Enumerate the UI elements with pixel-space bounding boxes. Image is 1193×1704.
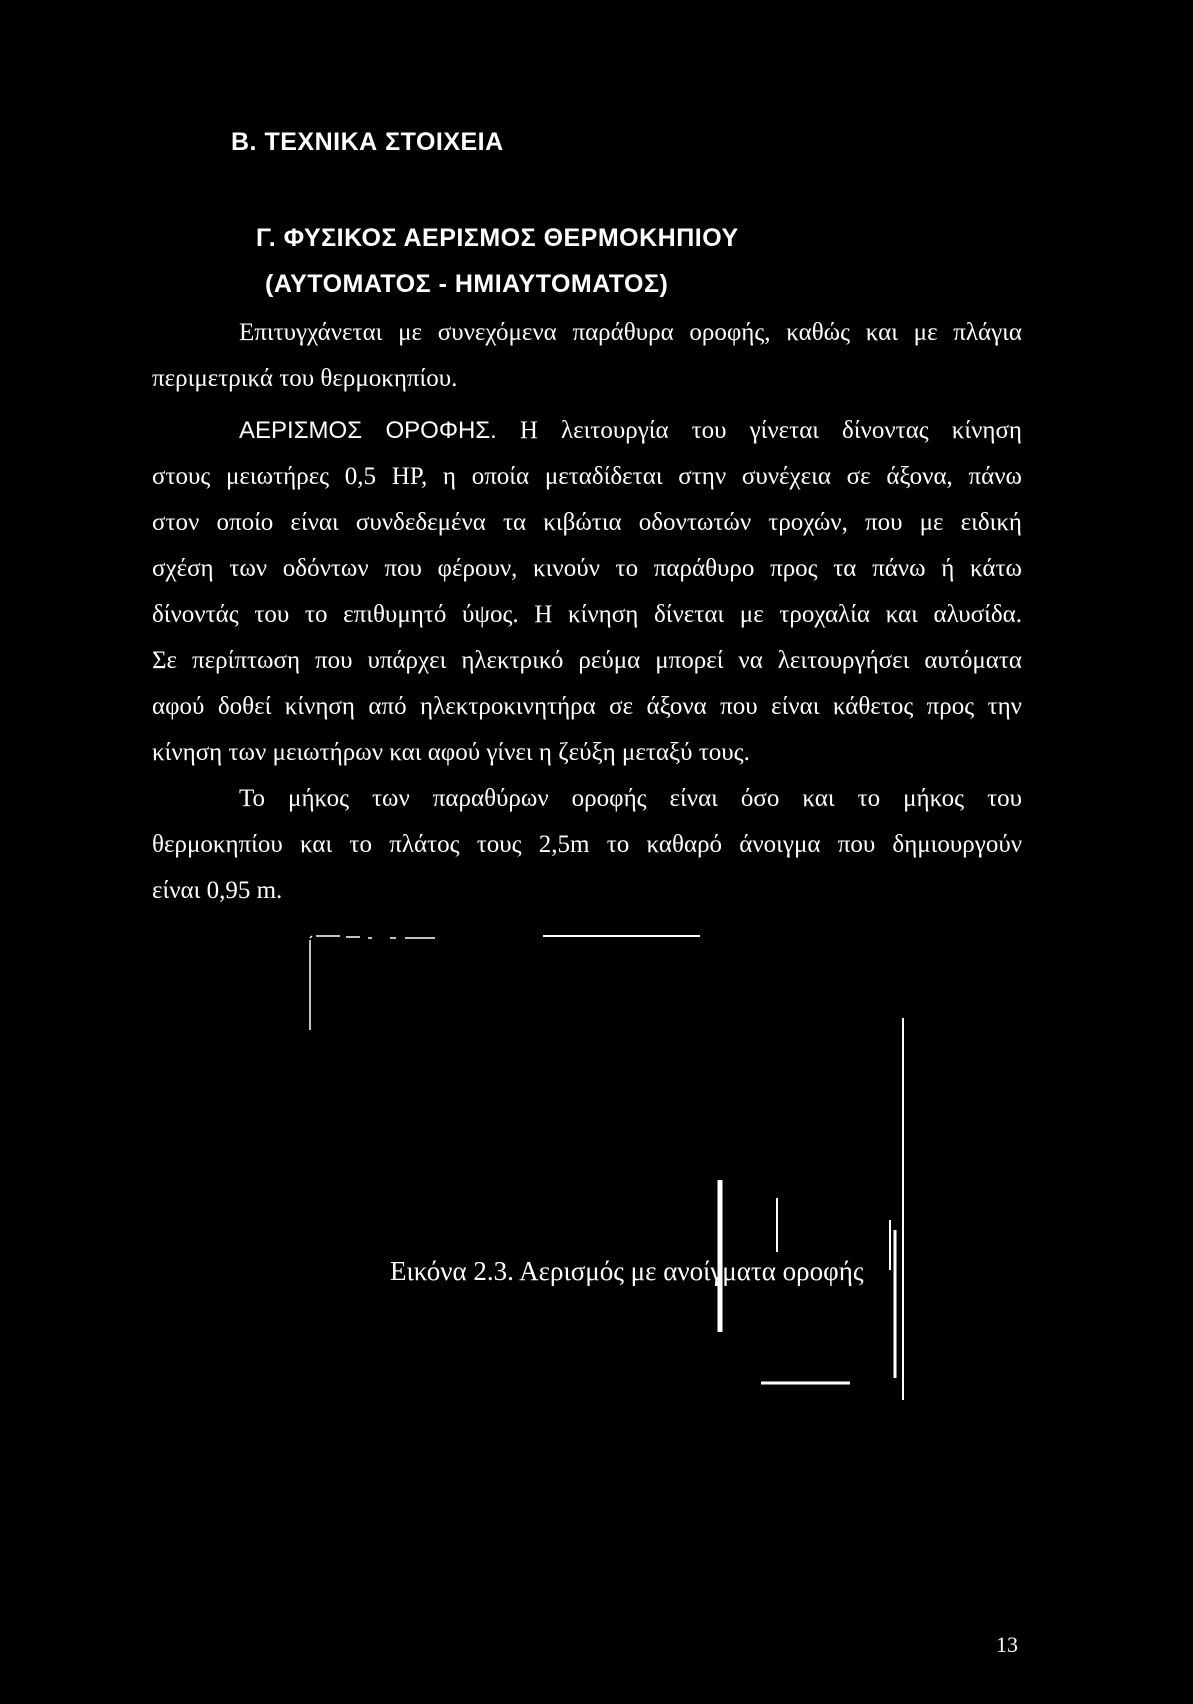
paragraph-line: περιμετρικά του θερμοκηπίου.: [152, 365, 458, 392]
paragraph-line: Σε περίπτωση που υπάρχει ηλεκτρικό ρεύμα μπορεί να λειτουργήσει αυτόματα: [152, 647, 1022, 674]
paragraph-line: κίνηση των μειωτήρων και αφού γίνει η ζεύξη μεταξύ τους.: [152, 739, 750, 766]
paragraph-line-rest: Η λειτουργία του γίνεται δίνοντας κίνηση: [519, 417, 1022, 444]
paragraph-line: Επιτυγχάνεται με συνεχόμενα παράθυρα οροφής, καθώς και με πλάγια: [239, 319, 1022, 346]
paragraph-line: στον οποίο είναι συνδεδεμένα τα κιβώτια οδοντωτών τροχών, που με ειδική: [152, 509, 1022, 536]
roof-ventilation-lead: ΑΕΡΙΣΜΟΣ ΟΡΟΦΗΣ.: [239, 417, 497, 444]
section-heading-g: Γ. ΦΥΣΙΚΟΣ ΑΕΡΙΣΜΟΣ ΘΕΡΜΟΚΗΠΙΟΥ: [256, 224, 739, 252]
paragraph-line: δίνοντάς του το επιθυμητό ύψος. Η κίνηση δίνεται με τροχαλία και αλυσίδα.: [152, 601, 1022, 628]
paragraph-line: Το μήκος των παραθύρων οροφής είναι όσο και το μήκος του: [239, 785, 1022, 812]
section-subheading-g: (ΑΥΤΟΜΑΤΟΣ - ΗΜΙΑΥΤΟΜΑΤΟΣ): [265, 270, 669, 298]
paragraph-line: αφού δοθεί κίνηση από ηλεκτροκινητήρα σε άξονα που είναι κάθετος προς την: [152, 693, 1022, 720]
section-heading-b: Β. ΤΕΧΝΙΚΑ ΣΤΟΙΧΕΙΑ: [231, 128, 504, 156]
paragraph-line: στους μειωτήρες 0,5 HP, η οποία μεταδίδεται στην συνέχεια σε άξονα, πάνω: [152, 463, 1022, 490]
paragraph-line: σχέση των οδόντων που φέρουν, κινούν το παράθυρο προς τα πάνω ή κάτω: [152, 555, 1022, 582]
figure-lines: [310, 936, 903, 1400]
paragraph-line: θερμοκηπίου και το πλάτος τους 2,5m το καθαρό άνοιγμα που δημιουργούν: [152, 831, 1022, 858]
figure-top-dashed-line: [310, 936, 435, 938]
paragraph-line: είναι 0,95 m.: [152, 877, 283, 904]
page-number: 13: [996, 1632, 1018, 1657]
figure-caption: Εικόνα 2.3. Αερισμός με ανοίγματα οροφής: [390, 1256, 864, 1286]
